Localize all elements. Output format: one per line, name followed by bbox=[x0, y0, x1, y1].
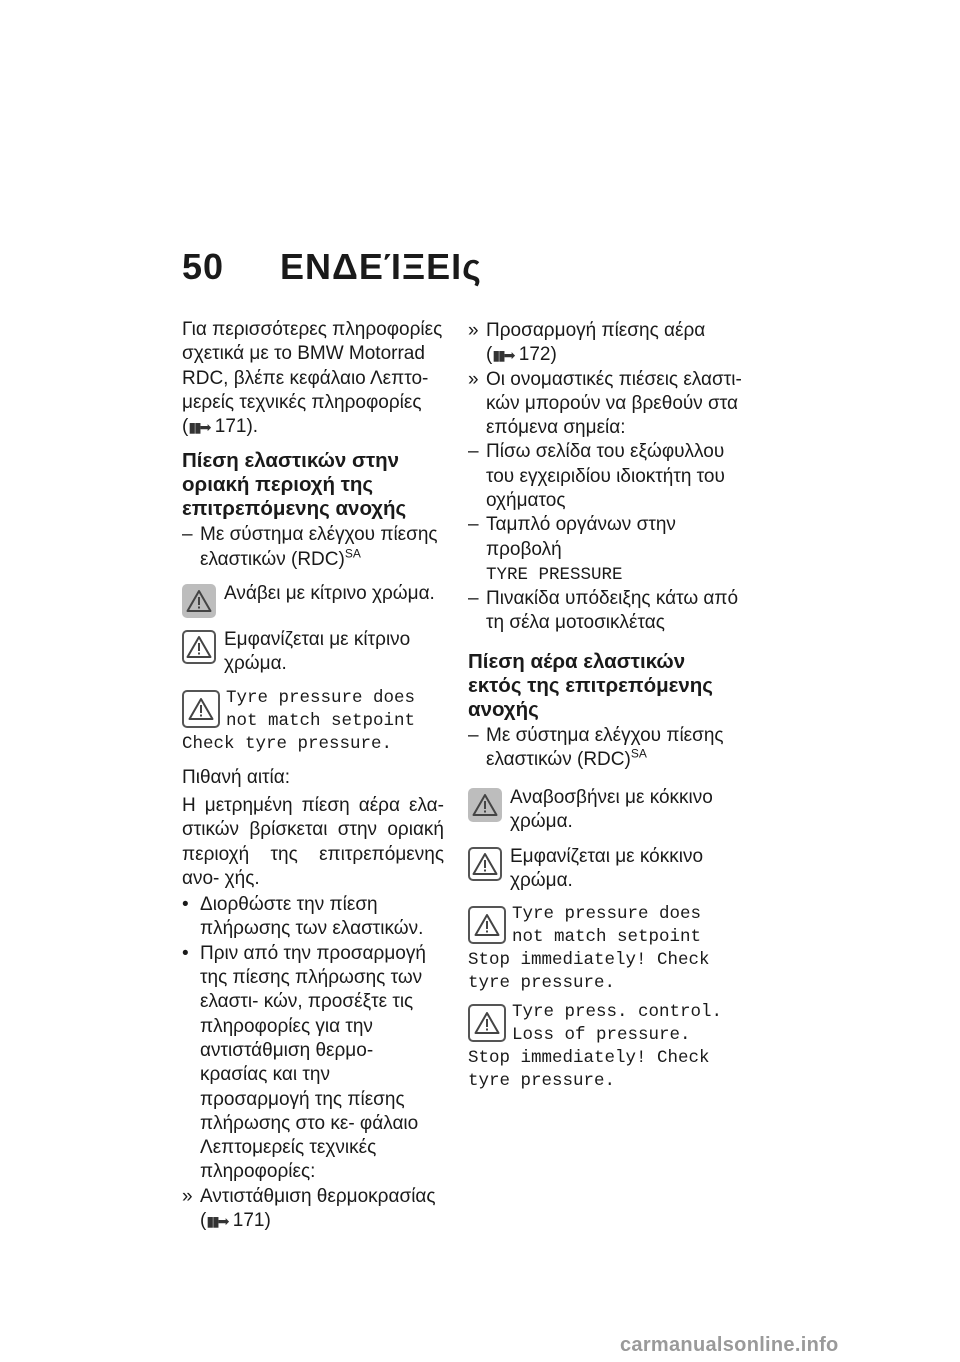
display-message: Tyre pressure does not match setpoint Stop immediately! Check tyre pressure. bbox=[468, 904, 710, 994]
dash-item: – Πίσω σελίδα του εξώφυλλου του εγχειριδίου ιδιοκτήτη του οχήματος bbox=[468, 441, 725, 512]
link-marker: » bbox=[182, 1185, 193, 1207]
link-marker: » bbox=[468, 368, 479, 390]
condition-item: – Με σύστημα ελέγχου πίεσης ελαστικών (RDC)$^{SA}$ bbox=[468, 724, 724, 770]
warning-triangle-icon bbox=[182, 690, 220, 728]
page-header bbox=[182, 246, 482, 288]
indicator-text: Αναβοσβήνει με κόκκινο χρώμα. bbox=[510, 787, 713, 833]
warning-triangle-icon bbox=[468, 788, 502, 822]
indicator-text: Εμφανίζεται με κόκκινο χρώμα. bbox=[510, 845, 704, 892]
dash-item: – Πινακίδα υπόδειξης κάτω από τη σέλα μοτοσικλέτας bbox=[468, 587, 739, 634]
dash-marker: – bbox=[468, 514, 479, 536]
bullet-item: • Πριν από την προσαρμογή της πίεσης πλήρωσης των ελαστι- κών, προσέξτε τις πληροφορίες για την αντιστάθμιση θερμο- κρασίας και την προσαρμογή της πίεσης πλήρωσης στο κε- φάλαιο Λεπτομερείς τεχνικές πληροφορίες: bbox=[182, 942, 426, 1183]
intro-paragraph bbox=[182, 318, 444, 439]
arrow-right-icon: ▮▮➡ bbox=[492, 347, 514, 364]
cause-label: Πιθανή αιτία: bbox=[182, 766, 291, 788]
sa-superscript: SA bbox=[630, 746, 647, 761]
display-message: Tyre pressure does not match setpoint Check tyre pressure. bbox=[182, 687, 416, 754]
intro-line: σχετικά με το BMW Motorrad bbox=[182, 343, 425, 365]
warning-triangle-icon bbox=[468, 1004, 506, 1042]
dash-marker: – bbox=[182, 524, 193, 546]
warning-triangle-icon bbox=[182, 584, 216, 618]
warning-triangle-icon bbox=[468, 906, 506, 944]
arrow-right-icon: ▮▮➡ bbox=[188, 419, 210, 436]
dash-item: – Ταμπλό οργάνων στην προβολή TYRE PRESSURE bbox=[468, 514, 676, 585]
page-title: ΕΝΔΕΊΞΕΙς bbox=[280, 246, 482, 287]
bullet-marker: • bbox=[182, 942, 189, 964]
watermark: carmanualsonline.info bbox=[620, 1334, 839, 1356]
page-number: 50 bbox=[182, 246, 225, 287]
link-item[interactable]: » Αντιστάθμιση θερμοκρασίας (▮▮➡ 171) bbox=[182, 1185, 436, 1232]
link-item: » Οι ονομαστικές πιέσεις ελαστι- κών μπορούν να βρεθούν στα επόμενα σημεία: bbox=[468, 368, 742, 439]
dash-marker: – bbox=[468, 441, 479, 463]
dash-marker: – bbox=[468, 724, 479, 746]
intro-line: RDC, βλέπε κεφάλαιο Λεπτο- bbox=[182, 367, 429, 389]
indicator-row bbox=[468, 845, 744, 894]
bullet-item: • Διορθώστε την πίεση πλήρωσης των ελαστικών. bbox=[182, 894, 424, 940]
indicator-row bbox=[182, 582, 444, 618]
indicator-row bbox=[468, 786, 744, 835]
indicator-row bbox=[182, 628, 444, 677]
link-marker: » bbox=[468, 320, 479, 341]
indicator-text: Ανάβει με κίτρινο χρώμα. bbox=[224, 583, 435, 605]
intro-line: μερείς τεχνικές πληροφορίες bbox=[182, 391, 422, 413]
indicator-text: Εμφανίζεται με κίτρινο χρώμα. bbox=[224, 629, 411, 675]
dash-marker: – bbox=[468, 587, 479, 609]
display-text: TYRE PRESSURE bbox=[486, 564, 623, 585]
intro-line: Για περισσότερες πληροφορίες bbox=[182, 319, 443, 340]
sa-superscript: SA bbox=[344, 546, 361, 561]
link-item[interactable]: » Προσαρμογή πίεσης αέρα (▮▮➡ 172) bbox=[468, 320, 706, 366]
cause-text: Η μετρημένη πίεση αέρα ελα- στικών βρίσκεται στην οριακή περιοχή της επιτρεπόμενης ανο- χής. bbox=[182, 794, 444, 889]
bullet-marker: • bbox=[182, 894, 189, 916]
arrow-right-icon: ▮▮➡ bbox=[206, 1213, 228, 1230]
section-heading: Πίεση ελαστικών στην οριακή περιοχή της επιτρεπόμενης ανοχής bbox=[182, 449, 407, 521]
warning-triangle-icon bbox=[468, 847, 502, 881]
page-reference[interactable]: (▮▮➡ 171). bbox=[182, 416, 259, 438]
section-heading: Πίεση αέρα ελαστικών εκτός της επιτρεπόμενης ανοχής bbox=[468, 649, 713, 721]
condition-item: – Με σύστημα ελέγχου πίεσης ελαστικών (RDC)$^{SA}$ bbox=[182, 524, 438, 570]
warning-triangle-icon bbox=[182, 630, 216, 664]
display-message: Tyre press. control. Loss of pressure. Stop immediately! Check tyre pressure. bbox=[468, 1002, 723, 1092]
left-column bbox=[182, 318, 444, 1233]
right-column bbox=[468, 319, 744, 1093]
